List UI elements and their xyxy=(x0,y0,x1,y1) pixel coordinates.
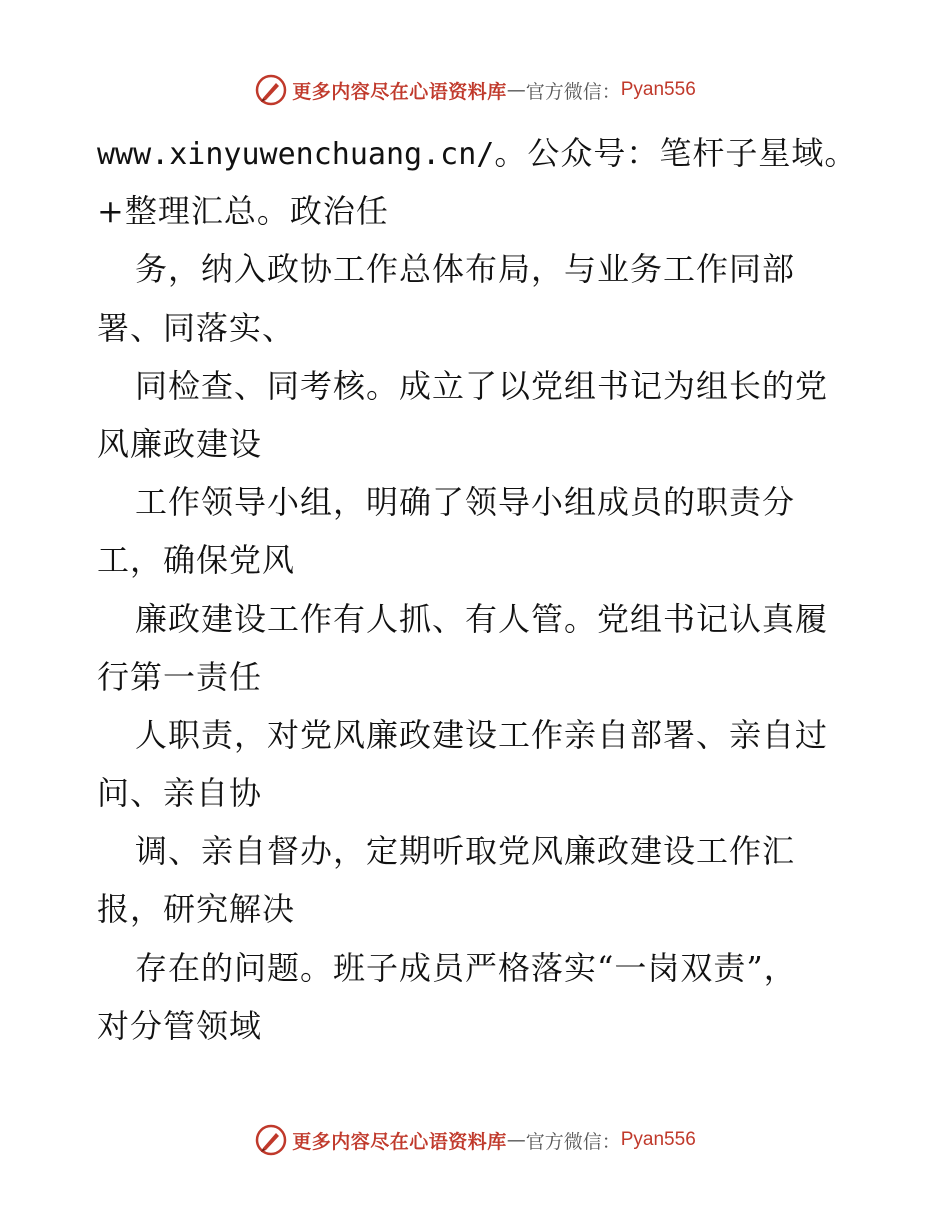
body-line: 对分管领域 xyxy=(97,1006,263,1045)
body-line: 廉政建设工作有人抓、有人管。党组书记认真履 xyxy=(135,599,829,638)
body-line: 问、亲自协 xyxy=(97,774,263,813)
header-wechat-id: Pyan556 xyxy=(620,79,696,100)
header-wechat-label: 官方微信： xyxy=(525,80,621,103)
footer-separator: — xyxy=(506,1129,526,1151)
body-line: 工，确保党风 xyxy=(97,541,296,580)
header-title: 更多内容尽在心语资料库 xyxy=(292,80,507,103)
body-line xyxy=(97,124,857,182)
header-separator: — xyxy=(506,79,526,101)
document-body xyxy=(97,124,857,1055)
body-line: 务，纳入政协工作总体布局，与业务工作同部 xyxy=(135,250,796,289)
footer-title: 更多内容尽在心语资料库 xyxy=(292,1130,507,1153)
body-line: 行第一责任 xyxy=(97,657,263,696)
body-line: 报，研究解决 xyxy=(97,890,296,929)
body-line: 风廉政建设 xyxy=(97,424,263,463)
body-line-text: 。公众号：笔杆子星域。 xyxy=(494,134,858,172)
body-line: 人职责，对党风廉政建设工作亲自部署、亲自过 xyxy=(135,715,829,754)
pen-logo-icon xyxy=(254,73,288,107)
header-watermark xyxy=(0,70,950,110)
body-line: 工作领导小组，明确了领导小组成员的职责分 xyxy=(135,483,796,522)
body-line: +整理汇总。政治任 xyxy=(97,192,389,231)
footer-watermark xyxy=(0,1120,950,1160)
body-line: 存在的问题。班子成员严格落实“一岗双责”， xyxy=(135,948,797,987)
body-line: 调、亲自督办，定期听取党风廉政建设工作汇 xyxy=(135,832,796,871)
body-line: 署、同落实、 xyxy=(97,308,296,347)
footer-wechat-id: Pyan556 xyxy=(620,1129,696,1150)
website-url: www.xinyuwenchuang.cn/ xyxy=(97,137,495,172)
body-line: 同检查、同考核。成立了以党组书记为组长的党 xyxy=(135,366,829,405)
footer-wechat-label: 官方微信： xyxy=(525,1130,621,1153)
pen-logo-icon xyxy=(254,1123,288,1157)
